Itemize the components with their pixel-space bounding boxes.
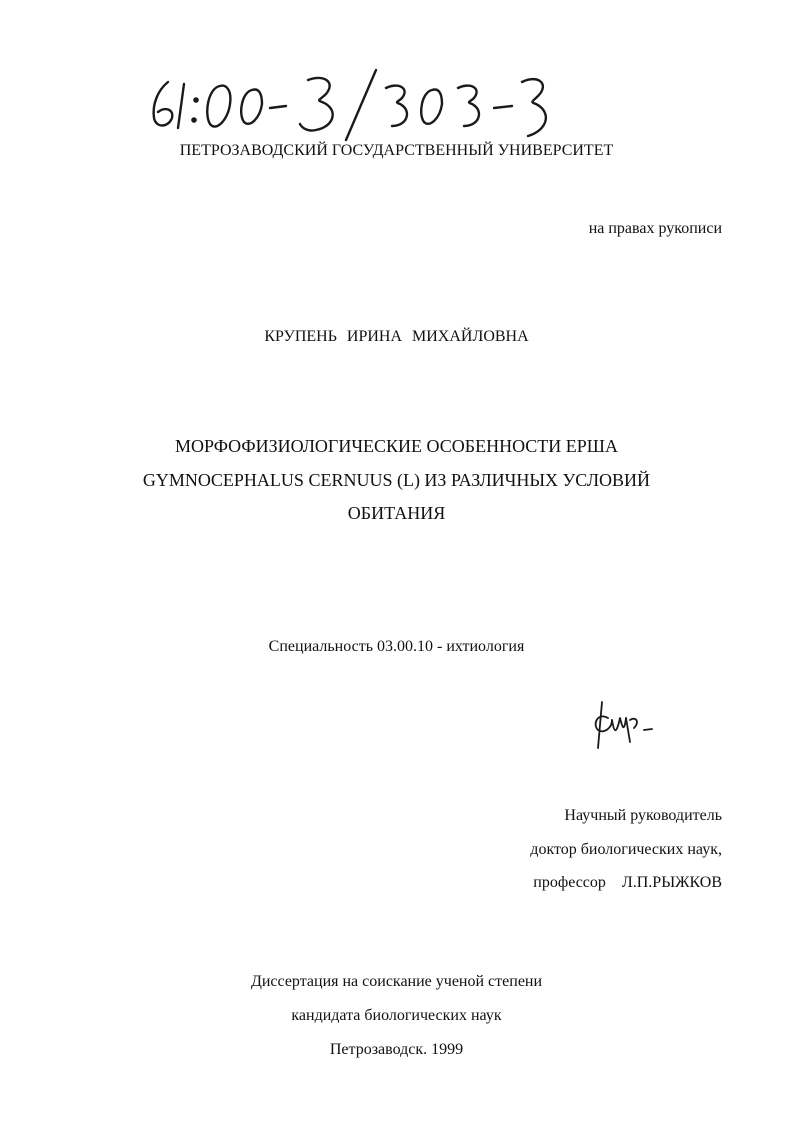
- handwritten-signature: [590, 698, 660, 752]
- author-name: КРУПЕНЬ ИРИНА МИХАЙЛОВНА: [264, 328, 529, 345]
- manuscript-rights: на правах рукописи: [588, 220, 722, 237]
- thesis-title-line-2: GYMNOCEPHALUS CERNUUS (L) ИЗ РАЗЛИЧНЫХ УСЛОВИЙ: [142, 470, 651, 490]
- degree-name: кандидата биологических наук: [291, 1007, 502, 1024]
- thesis-title-line-1: МОРФОФИЗИОЛОГИЧЕСКИЕ ОСОБЕННОСТИ ЕРША: [175, 436, 618, 456]
- handwritten-archive-number: [140, 64, 560, 144]
- supervisor-degree: доктор биологических наук,: [530, 841, 722, 858]
- dissertation-statement: Диссертация на соискание ученой степени: [250, 973, 543, 990]
- thesis-title-line-3: ОБИТАНИЯ: [347, 503, 446, 523]
- supervisor-name: профессор Л.П.РЫЖКОВ: [533, 874, 722, 891]
- city-year: Петрозаводск. 1999: [329, 1041, 464, 1058]
- specialty: Специальность 03.00.10 - ихтиология: [268, 638, 525, 655]
- university-name: ПЕТРОЗАВОДСКИЙ ГОСУДАРСТВЕННЫЙ УНИВЕРСИТЕТ: [179, 142, 614, 159]
- supervisor-title: Научный руководитель: [564, 807, 722, 824]
